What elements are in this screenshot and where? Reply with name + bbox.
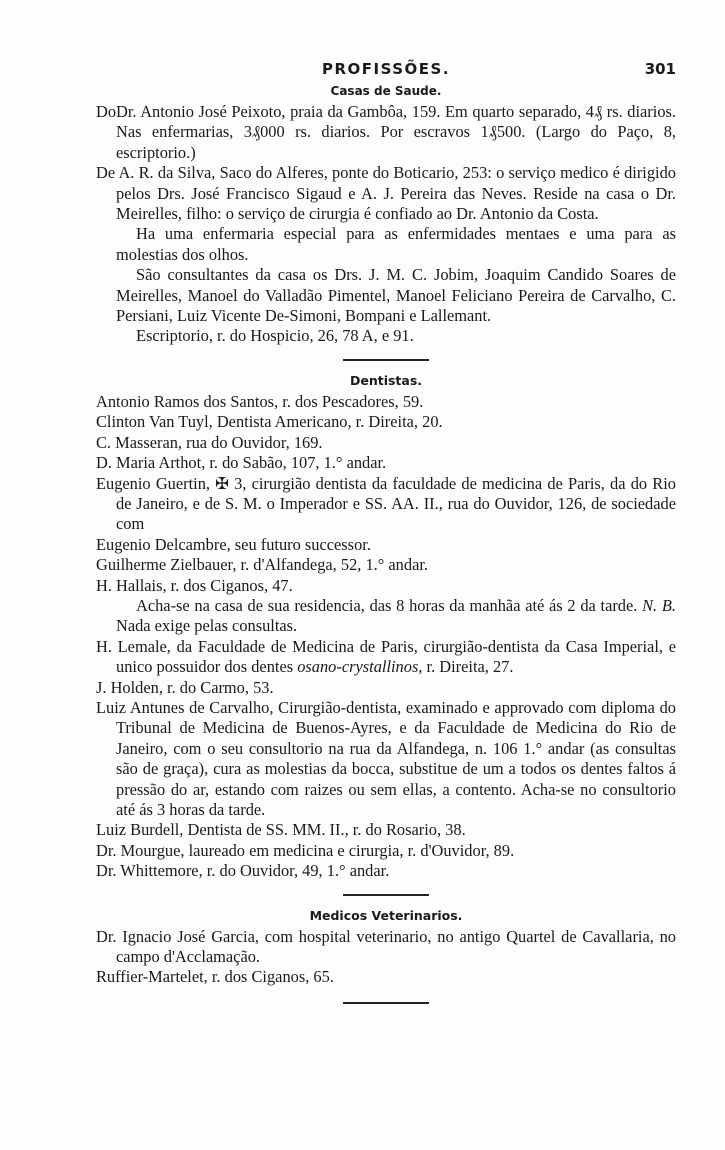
section-divider: [343, 359, 429, 361]
entry-note: São consultantes da casa os Drs. J. M. C. Jobim, Joaquim Candido Soares de Meirelles, Manoel do Valladão Pimentel, Manoel Feliciano Pereira de Carvalho, C. Persiani, Luiz Vicente De-Simoni, Bompani e Lallemant.: [116, 265, 676, 326]
list-entry: J. Holden, r. do Carmo, 53.: [96, 677, 274, 697]
list-entry: Dr. Ignacio José Garcia, com hospital veterinario, no antigo Quartel de Cavallaria, no campo d'Acclamação.: [96, 926, 676, 967]
note-text: Nada exige pelas consultas.: [116, 616, 298, 636]
page: [96, 58, 676, 1016]
section-dentistas: [96, 373, 676, 882]
list-entry: [96, 637, 676, 678]
list-entry: D. Maria Arthot, r. do Sabão, 107, 1.° andar.: [96, 453, 387, 473]
list-entry: De A. R. da Silva, Saco do Alferes, ponte do Boticario, 253: o serviço medico é dirigido pelos Drs. José Francisco Sigaud e A. J. Pereira das Neves. Reside na casa o Dr. Meirelles, filho: o serviço de cirurgia é confiado ao Dr. Antonio da Costa.: [96, 163, 676, 224]
list-entry: Antonio Ramos dos Santos, r. dos Pescadores, 59.: [96, 391, 424, 411]
entry-text: H. Lemale, da Faculdade de Medicina de Paris, cirurgião-dentista da Casa Imperial, e unico possuidor dos dentes: [96, 636, 676, 677]
nb-label: N. B.: [642, 595, 676, 615]
list-entry: Ruffier-Martelet, r. dos Ciganos, 65.: [96, 967, 334, 987]
section-heading: Medicos Veterinarios.: [309, 907, 463, 923]
list-entry: H. Hallais, r. dos Ciganos, 47.: [96, 575, 293, 595]
list-entry: Eugenio Guertin, ✠ 3, cirurgião dentista da faculdade de medicina de Paris, da do Rio de Janeiro, e de S. M. o Imperador e SS. AA. II., rua do Ouvidor, 126, de sociedade com: [96, 473, 676, 534]
list-entry: Luiz Antunes de Carvalho, Cirurgião-dentista, examinado e approvado com diploma do Tribunal de Medicina de Buenos-Ayres, e da Faculdade de Medicina do Rio de Janeiro, com o seu consultorio na rua da Alfandega, n. 106 1.° andar (as consultas são de graça), cura as molestias da bocca, substitue de um a todos os dentes faltos á pressão do ar, estando com raizes ou sem ellas, a contento. Acha-se no consultorio até ás 3 horas da tarde.: [96, 697, 676, 819]
page-number: 301: [644, 60, 676, 78]
entry-note: Escriptorio, r. do Hospicio, 26, 78 A, e 91.: [136, 326, 414, 346]
section-divider: [343, 1002, 429, 1004]
list-entry: DoDr. Antonio José Peixoto, praia da Gambôa, 159. Em quarto separado, 4₰ rs. diarios. Nas enfermarias, 3₰000 rs. diarios. Por escravos 1₰500. (Largo do Paço, 8, escriptorio.): [96, 102, 676, 162]
entry-text: , r. Direita, 27.: [418, 657, 514, 677]
section-heading: Dentistas.: [349, 372, 423, 388]
running-title: PROFISSÕES.: [321, 60, 451, 78]
section-veterinarios: [96, 908, 676, 988]
list-entry: Dr. Mourgue, laureado em medicina e cirurgia, r. d'Ouvidor, 89.: [96, 840, 515, 860]
note-text: Acha-se na casa de sua residencia, das 8 horas da manhãa até ás 2 da tarde.: [136, 595, 638, 615]
entry-note: [96, 596, 676, 637]
section-divider: [343, 894, 429, 896]
entry-note: Ha uma enfermaria especial para as enfermidades mentaes e uma para as molestias dos olhos.: [116, 224, 676, 264]
list-entry: Eugenio Delcambre, seu futuro successor.: [96, 534, 371, 554]
list-entry: C. Masseran, rua do Ouvidor, 169.: [96, 432, 323, 452]
italic-term: osano-crystallinos: [297, 657, 419, 677]
list-entry: Dr. Whittemore, r. do Ouvidor, 49, 1.° andar.: [96, 861, 390, 881]
page-header: [96, 58, 676, 84]
section-heading: Casas de Saude.: [330, 84, 442, 98]
section-casas-de-saude: [96, 84, 676, 347]
list-entry: Luiz Burdell, Dentista de SS. MM. II., r. do Rosario, 38.: [96, 820, 466, 840]
list-entry: Clinton Van Tuyl, Dentista Americano, r. Direita, 20.: [96, 412, 443, 432]
list-entry: Guilherme Zielbauer, r. d'Alfandega, 52, 1.° andar.: [96, 555, 428, 575]
